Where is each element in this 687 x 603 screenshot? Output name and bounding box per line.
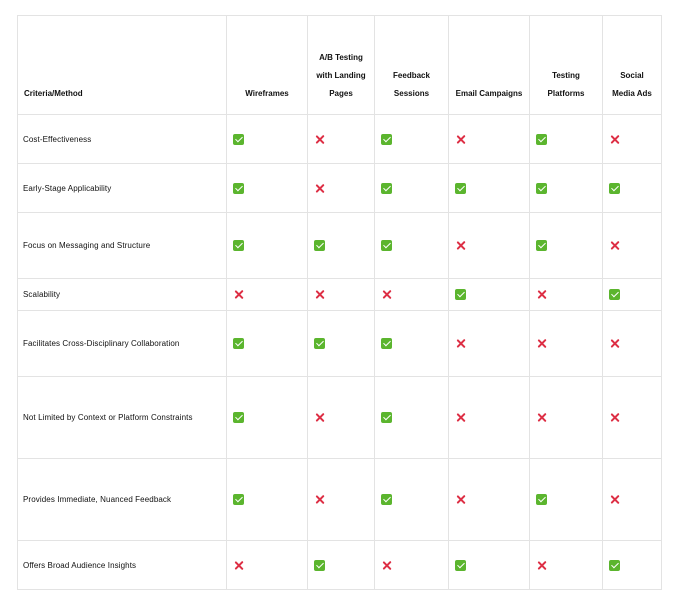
table-cell xyxy=(449,279,530,311)
table-cell xyxy=(227,164,308,213)
check-mark-button-icon xyxy=(536,134,547,145)
check-mark-button-icon xyxy=(609,289,620,300)
check-mark-button-icon xyxy=(455,560,466,571)
check-mark-button-icon xyxy=(233,494,244,505)
cross-mark-icon xyxy=(233,560,244,571)
check-mark-button-icon xyxy=(536,494,547,505)
table-cell xyxy=(227,459,308,541)
table-cell xyxy=(603,164,662,213)
cross-mark-icon xyxy=(609,338,620,349)
table-cell xyxy=(227,115,308,164)
check-mark-button-icon xyxy=(381,240,392,251)
table-cell xyxy=(308,164,375,213)
table-cell xyxy=(449,541,530,590)
header-email-campaigns: Email Campaigns xyxy=(449,16,530,115)
cross-mark-icon xyxy=(609,412,620,423)
table-cell xyxy=(227,213,308,279)
cross-mark-icon xyxy=(455,134,466,145)
table-cell xyxy=(375,115,449,164)
criterion-label: Early-Stage Applicability xyxy=(18,164,227,213)
table-cell xyxy=(227,377,308,459)
check-mark-button-icon xyxy=(455,289,466,300)
check-mark-button-icon xyxy=(381,183,392,194)
table-row xyxy=(18,459,662,541)
cross-mark-icon xyxy=(536,560,547,571)
table-cell xyxy=(375,164,449,213)
table-cell xyxy=(603,279,662,311)
table-cell xyxy=(530,279,603,311)
header-ab-testing: A/B Testing with Landing Pages xyxy=(308,16,375,115)
check-mark-button-icon xyxy=(536,183,547,194)
table-cell xyxy=(603,541,662,590)
check-mark-button-icon xyxy=(233,240,244,251)
check-mark-button-icon xyxy=(314,560,325,571)
table-cell xyxy=(449,164,530,213)
table-cell xyxy=(449,115,530,164)
check-mark-button-icon xyxy=(381,338,392,349)
table-cell xyxy=(308,279,375,311)
check-mark-button-icon xyxy=(233,338,244,349)
cross-mark-icon xyxy=(314,412,325,423)
table-cell xyxy=(308,213,375,279)
table-cell xyxy=(227,279,308,311)
comparison-table xyxy=(17,15,662,590)
table-cell xyxy=(603,115,662,164)
criterion-label: Cost-Effectiveness xyxy=(18,115,227,164)
table-cell xyxy=(375,311,449,377)
table-row xyxy=(18,311,662,377)
table-cell xyxy=(530,311,603,377)
header-testing-platforms: Testing Platforms xyxy=(530,16,603,115)
table-cell xyxy=(530,213,603,279)
table-cell xyxy=(375,213,449,279)
cross-mark-icon xyxy=(536,338,547,349)
table-row xyxy=(18,279,662,311)
cross-mark-icon xyxy=(536,412,547,423)
cross-mark-icon xyxy=(455,338,466,349)
header-row xyxy=(18,16,662,115)
table-row xyxy=(18,541,662,590)
cross-mark-icon xyxy=(609,134,620,145)
header-feedback-sessions: Feedback Sessions xyxy=(375,16,449,115)
check-mark-button-icon xyxy=(609,183,620,194)
header-wireframes: Wireframes xyxy=(227,16,308,115)
table-row xyxy=(18,213,662,279)
table-cell xyxy=(603,213,662,279)
table-cell xyxy=(308,377,375,459)
cross-mark-icon xyxy=(609,240,620,251)
table-cell xyxy=(227,541,308,590)
check-mark-button-icon xyxy=(536,240,547,251)
table-cell xyxy=(308,541,375,590)
check-mark-button-icon xyxy=(314,338,325,349)
criterion-label: Provides Immediate, Nuanced Feedback xyxy=(18,459,227,541)
table-cell xyxy=(375,459,449,541)
criterion-label: Offers Broad Audience Insights xyxy=(18,541,227,590)
header-social-media-ads: Social Media Ads xyxy=(603,16,662,115)
criterion-label: Scalability xyxy=(18,279,227,311)
check-mark-button-icon xyxy=(381,412,392,423)
cross-mark-icon xyxy=(233,289,244,300)
table-cell xyxy=(603,377,662,459)
table-cell xyxy=(603,459,662,541)
cross-mark-icon xyxy=(455,494,466,505)
table-row xyxy=(18,377,662,459)
table-cell xyxy=(449,459,530,541)
check-mark-button-icon xyxy=(314,240,325,251)
check-mark-button-icon xyxy=(609,560,620,571)
table-cell xyxy=(449,377,530,459)
header-criteria: Criteria/Method xyxy=(18,16,227,115)
check-mark-button-icon xyxy=(233,412,244,423)
cross-mark-icon xyxy=(609,494,620,505)
table-cell xyxy=(603,311,662,377)
table-cell xyxy=(530,164,603,213)
cross-mark-icon xyxy=(314,183,325,194)
cross-mark-icon xyxy=(314,289,325,300)
table-cell xyxy=(530,115,603,164)
check-mark-button-icon xyxy=(381,134,392,145)
table-cell xyxy=(308,115,375,164)
cross-mark-icon xyxy=(455,412,466,423)
table-cell xyxy=(227,311,308,377)
table-cell xyxy=(449,213,530,279)
cross-mark-icon xyxy=(381,560,392,571)
table-row xyxy=(18,164,662,213)
table-cell xyxy=(530,541,603,590)
table-cell xyxy=(375,541,449,590)
cross-mark-icon xyxy=(314,494,325,505)
cross-mark-icon xyxy=(536,289,547,300)
table-cell xyxy=(530,377,603,459)
cross-mark-icon xyxy=(381,289,392,300)
table-cell xyxy=(308,459,375,541)
criterion-label: Not Limited by Context or Platform Constraints xyxy=(18,377,227,459)
check-mark-button-icon xyxy=(233,183,244,194)
table-cell xyxy=(308,311,375,377)
cross-mark-icon xyxy=(455,240,466,251)
criterion-label: Facilitates Cross-Disciplinary Collaboration xyxy=(18,311,227,377)
table-cell xyxy=(530,459,603,541)
table-cell xyxy=(375,279,449,311)
cross-mark-icon xyxy=(314,134,325,145)
check-mark-button-icon xyxy=(455,183,466,194)
check-mark-button-icon xyxy=(233,134,244,145)
criterion-label: Focus on Messaging and Structure xyxy=(18,213,227,279)
table-cell xyxy=(449,311,530,377)
table-row xyxy=(18,115,662,164)
check-mark-button-icon xyxy=(381,494,392,505)
table-cell xyxy=(375,377,449,459)
